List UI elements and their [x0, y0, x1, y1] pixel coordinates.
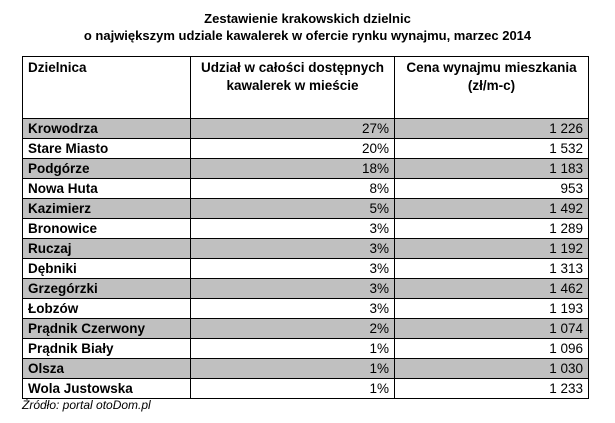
table-row — [23, 139, 589, 159]
table-row — [23, 379, 589, 399]
share-cell: 27% — [191, 119, 395, 139]
share-cell: 3% — [191, 219, 395, 239]
district-cell: Prądnik Biały — [23, 339, 191, 359]
table-row — [23, 319, 589, 339]
share-cell: 18% — [191, 159, 395, 179]
table-row — [23, 259, 589, 279]
table-row — [23, 239, 589, 259]
district-cell: Ruczaj — [23, 239, 191, 259]
price-cell: 1 192 — [395, 239, 589, 259]
share-cell: 3% — [191, 299, 395, 319]
district-cell: Nowa Huta — [23, 179, 191, 199]
district-cell: Krowodrza — [23, 119, 191, 139]
price-cell: 1 030 — [395, 359, 589, 379]
price-cell: 1 183 — [395, 159, 589, 179]
table-row — [23, 179, 589, 199]
source-note: Źródło: portal otoDom.pl — [22, 398, 151, 412]
title-line-1: Zestawienie krakowskich dzielnic — [204, 11, 411, 26]
table-row — [23, 219, 589, 239]
price-cell: 953 — [395, 179, 589, 199]
share-cell: 1% — [191, 379, 395, 399]
district-cell: Stare Miasto — [23, 139, 191, 159]
price-cell: 1 492 — [395, 199, 589, 219]
table-row — [23, 119, 589, 139]
price-cell: 1 289 — [395, 219, 589, 239]
table-title — [0, 10, 615, 44]
table-row — [23, 359, 589, 379]
share-cell: 3% — [191, 279, 395, 299]
price-cell: 1 193 — [395, 299, 589, 319]
header-district: Dzielnica — [23, 57, 191, 119]
share-cell: 5% — [191, 199, 395, 219]
share-cell: 8% — [191, 179, 395, 199]
price-cell: 1 462 — [395, 279, 589, 299]
price-cell: 1 226 — [395, 119, 589, 139]
header-share: Udział w całości dostępnych kawalerek w mieście — [191, 57, 395, 119]
price-cell: 1 074 — [395, 319, 589, 339]
table-row — [23, 279, 589, 299]
price-cell: 1 532 — [395, 139, 589, 159]
price-cell: 1 233 — [395, 379, 589, 399]
header-row — [23, 57, 589, 119]
district-cell: Grzegórzki — [23, 279, 191, 299]
table-row — [23, 159, 589, 179]
table-body — [23, 119, 589, 399]
title-line-2: o największym udziale kawalerek w ofercie rynku wynajmu, marzec 2014 — [83, 28, 532, 43]
district-cell: Prądnik Czerwony — [23, 319, 191, 339]
table-row — [23, 339, 589, 359]
district-cell: Dębniki — [23, 259, 191, 279]
district-cell: Kazimierz — [23, 199, 191, 219]
district-cell: Bronowice — [23, 219, 191, 239]
share-cell: 1% — [191, 359, 395, 379]
share-cell: 3% — [191, 239, 395, 259]
share-cell: 20% — [191, 139, 395, 159]
price-cell: 1 096 — [395, 339, 589, 359]
share-cell: 1% — [191, 339, 395, 359]
price-cell: 1 313 — [395, 259, 589, 279]
district-cell: Olsza — [23, 359, 191, 379]
table-row — [23, 199, 589, 219]
districts-table — [22, 56, 589, 399]
table-row — [23, 299, 589, 319]
share-cell: 2% — [191, 319, 395, 339]
district-cell: Podgórze — [23, 159, 191, 179]
header-price: Cena wynajmu mieszkania (zł/m-c) — [395, 57, 589, 119]
share-cell: 3% — [191, 259, 395, 279]
district-cell: Łobzów — [23, 299, 191, 319]
district-cell: Wola Justowska — [23, 379, 191, 399]
